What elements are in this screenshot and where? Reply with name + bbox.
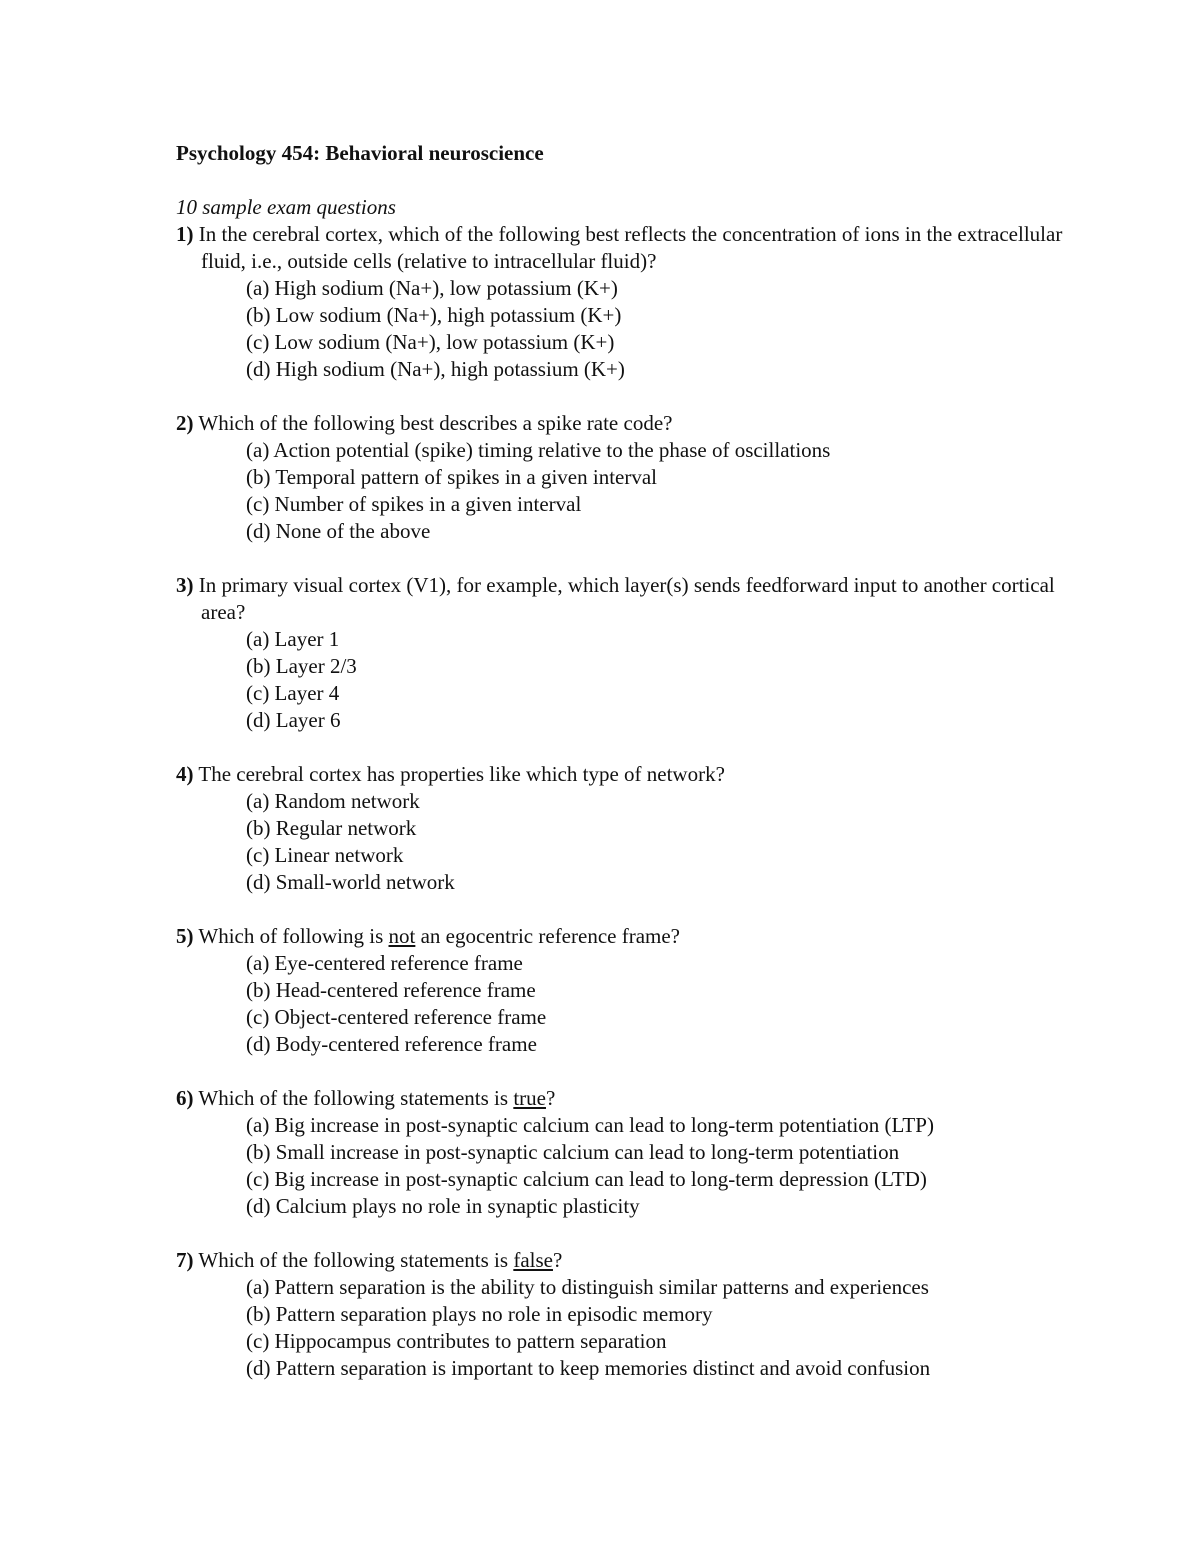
option-a: (a) Eye-centered reference frame (246, 951, 523, 975)
option-c: (c) Layer 4 (246, 681, 340, 705)
question-4 (176, 761, 1076, 896)
option-d: (d) Calcium plays no role in synaptic plasticity (246, 1194, 640, 1218)
option-c: (c) Low sodium (Na+), low potassium (K+) (246, 330, 615, 354)
option-a: (a) Pattern separation is the ability to distinguish similar patterns and experiences (246, 1275, 929, 1299)
question-text-before: Which of the following statements is (198, 1086, 514, 1110)
question-text-after: ? (552, 1248, 563, 1272)
option-d: (d) High sodium (Na+), high potassium (K+) (246, 357, 625, 381)
option-list (176, 1112, 1076, 1220)
option-d: (d) Small-world network (246, 870, 455, 894)
document-subtitle: 10 sample exam questions (176, 195, 396, 219)
option-b: (b) Pattern separation plays no role in episodic memory (246, 1302, 713, 1326)
option-list (176, 275, 1076, 383)
option-b: (b) Layer 2/3 (246, 654, 357, 678)
question-number: 5 (176, 924, 187, 948)
option-list (176, 437, 1076, 545)
question-6 (176, 1085, 1076, 1220)
document-body (176, 138, 1076, 1382)
question-stem: 3) In primary visual cortex (V1), for example, which layer(s) sends feedforward input to another cortical area? (176, 573, 1055, 624)
question-text-after: ? (545, 1086, 556, 1110)
option-a: (a) Action potential (spike) timing relative to the phase of oscillations (246, 438, 831, 462)
option-c: (c) Number of spikes in a given interval (246, 492, 582, 516)
option-a: (a) Big increase in post-synaptic calcium can lead to long-term potentiation (LTP) (246, 1113, 934, 1137)
option-b: (b) Temporal pattern of spikes in a given interval (246, 465, 658, 489)
question-stem: 6) Which of the following statements is true? (176, 1086, 556, 1110)
option-a: (a) Layer 1 (246, 627, 340, 651)
option-list (176, 1274, 1076, 1382)
question-2 (176, 410, 1076, 545)
option-list (176, 950, 1076, 1058)
option-list (176, 788, 1076, 896)
question-stem: 7) Which of the following statements is false? (176, 1248, 563, 1272)
option-d: (d) Body-centered reference frame (246, 1032, 537, 1056)
document-title: Psychology 454: Behavioral neuroscience (176, 141, 544, 165)
question-3 (176, 572, 1076, 734)
question-text-after: an egocentric reference frame? (415, 924, 680, 948)
question-number: 7 (176, 1248, 187, 1272)
option-b: (b) Low sodium (Na+), high potassium (K+) (246, 303, 622, 327)
option-d: (d) None of the above (246, 519, 431, 543)
option-a: (a) Random network (246, 789, 420, 813)
question-5 (176, 923, 1076, 1058)
question-number: 4 (176, 762, 187, 786)
question-text: In the cerebral cortex, which of the following best reflects the concentration of ions in the extracellular fluid, i.e., outside cells (relative to intracellular fluid)? (198, 222, 1063, 273)
question-number: 6 (176, 1086, 187, 1110)
option-d: (d) Pattern separation is important to keep memories distinct and avoid confusion (246, 1356, 931, 1380)
question-number: 2 (176, 411, 187, 435)
option-b: (b) Small increase in post-synaptic calcium can lead to long-term potentiation (246, 1140, 900, 1164)
question-number: 1 (176, 222, 187, 246)
question-emphasis: not (388, 924, 416, 948)
question-text: The cerebral cortex has properties like which type of network? (198, 762, 725, 786)
option-b: (b) Regular network (246, 816, 417, 840)
question-stem: 5) Which of following is not an egocentric reference frame? (176, 924, 680, 948)
option-c: (c) Linear network (246, 843, 404, 867)
option-c: (c) Object-centered reference frame (246, 1005, 547, 1029)
question-1 (176, 221, 1076, 383)
option-a: (a) High sodium (Na+), low potassium (K+) (246, 276, 618, 300)
question-text-before: Which of the following statements is (198, 1248, 514, 1272)
option-d: (d) Layer 6 (246, 708, 341, 732)
option-b: (b) Head-centered reference frame (246, 978, 536, 1002)
question-emphasis: false (513, 1248, 553, 1272)
question-stem: 1) In the cerebral cortex, which of the following best reflects the concentration of ions in the extracellular fluid, i.e., outside cells (relative to intracellular fluid)? (176, 222, 1063, 273)
question-stem: 2) Which of the following best describes a spike rate code? (176, 411, 673, 435)
option-list (176, 626, 1076, 734)
question-text: In primary visual cortex (V1), for example, which layer(s) sends feedforward input to another cortical area? (198, 573, 1055, 624)
question-text-before: Which of following is (198, 924, 389, 948)
question-text: Which of the following best describes a spike rate code? (198, 411, 673, 435)
option-c: (c) Big increase in post-synaptic calcium can lead to long-term depression (LTD) (246, 1167, 927, 1191)
option-c: (c) Hippocampus contributes to pattern separation (246, 1329, 667, 1353)
question-emphasis: true (513, 1086, 546, 1110)
question-number: 3 (176, 573, 187, 597)
question-stem: 4) The cerebral cortex has properties like which type of network? (176, 762, 725, 786)
question-7 (176, 1247, 1076, 1382)
